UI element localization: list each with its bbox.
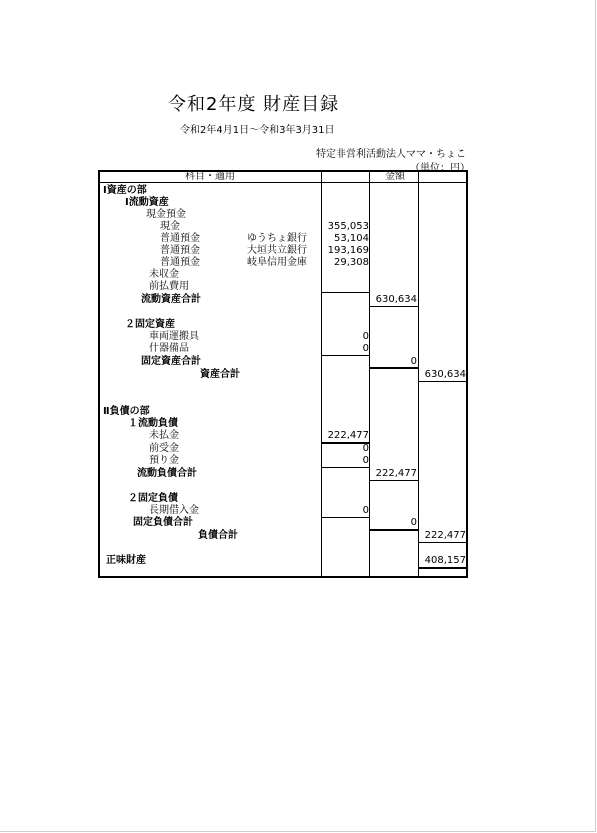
prepaid-label: 前払費用 — [149, 281, 189, 292]
deposit-bank: 岐阜信用金庫 — [247, 257, 307, 268]
current-assets-heading: Ⅰ流動資産 — [125, 197, 169, 208]
fixed-liabilities-heading: ２固定負債 — [128, 493, 178, 504]
net-assets-label: 正味財産 — [106, 555, 146, 566]
current-liabilities-total-rule — [370, 480, 418, 481]
organization-name: 特定非営利活動法人ママ・ちょこ — [316, 149, 466, 160]
deposit-label: 普通預金 — [160, 257, 200, 268]
assets-heading: Ⅰ資産の部 — [103, 185, 147, 196]
current-liabilities-total-label: 流動負債合計 — [137, 468, 197, 479]
current-assets-total-rule — [370, 306, 418, 307]
payables-label: 未払金 — [149, 430, 179, 441]
deposit-amount: 29,308 — [334, 257, 369, 268]
deposits-received-amount: 0 — [362, 455, 369, 466]
vehicles-amount: 0 — [362, 331, 369, 342]
deposit-bank: 大垣共立銀行 — [247, 245, 307, 256]
assets-total-rule — [419, 381, 468, 382]
fixed-liabilities-total-label: 固定負債合計 — [133, 517, 193, 528]
fixed-assets-total: 0 — [410, 356, 417, 367]
fixtures-amount: 0 — [362, 343, 369, 354]
cash-amount: 355,053 — [327, 221, 369, 232]
fixed-assets-subtotal-rule — [322, 355, 369, 356]
liabilities-total-label: 負債合計 — [198, 530, 238, 541]
header-subject: 科目・適用 — [185, 171, 235, 182]
net-assets-amount: 408,157 — [424, 555, 466, 566]
liabilities-total-rule — [419, 542, 468, 543]
deposit-label: 普通預金 — [160, 245, 200, 256]
deposit-amount: 53,104 — [334, 233, 369, 244]
assets-total-label: 資産合計 — [200, 369, 240, 380]
liabilities-heading: Ⅱ負債の部 — [103, 406, 150, 417]
current-assets-total: 630,634 — [375, 294, 417, 305]
cash-deposits-label: 現金預金 — [146, 209, 186, 220]
header-amount: 金額 — [385, 171, 405, 182]
column-divider-2 — [418, 170, 419, 578]
current-liabilities-heading: １流動負債 — [128, 418, 178, 429]
liabilities-total: 222,477 — [424, 530, 466, 541]
advances-label: 前受金 — [149, 443, 179, 454]
vehicles-label: 車両運搬具 — [149, 331, 199, 342]
fixed-liabilities-subtotal-rule — [322, 517, 369, 518]
fixed-liabilities-total-rule — [370, 529, 418, 531]
current-liabilities-total: 222,477 — [375, 468, 417, 479]
deposit-amount: 193,169 — [327, 245, 369, 256]
deposits-received-label: 預り金 — [149, 455, 179, 466]
long-term-loans-amount: 0 — [362, 505, 369, 516]
deposit-bank: ゆうちょ銀行 — [247, 233, 307, 244]
current-assets-total-label: 流動資産合計 — [141, 294, 201, 305]
column-divider-1 — [369, 170, 370, 578]
receivables-label: 未収金 — [149, 269, 179, 280]
deposit-label: 普通預金 — [160, 233, 200, 244]
document-title: 令和2年度 財産目録 — [168, 94, 340, 115]
current-liabilities-subtotal-rule — [322, 467, 369, 468]
advances-amount: 0 — [362, 443, 369, 454]
fiscal-period: 令和2年4月1日～令和3年3月31日 — [180, 125, 335, 136]
payables-amount: 222,477 — [327, 430, 369, 441]
fixed-liabilities-total: 0 — [410, 517, 417, 528]
current-assets-subtotal-rule — [322, 292, 369, 293]
cash-label: 現金 — [160, 221, 180, 232]
fixed-assets-total-label: 固定資産合計 — [141, 356, 201, 367]
long-term-loans-label: 長期借入金 — [149, 505, 199, 516]
assets-total: 630,634 — [424, 369, 466, 380]
fixtures-label: 什器備品 — [149, 343, 189, 354]
fixed-assets-heading: ２固定資産 — [125, 319, 175, 330]
unit-note: （単位：円） — [410, 163, 470, 174]
net-assets-rule — [419, 567, 468, 569]
fixed-assets-total-rule — [370, 367, 418, 369]
